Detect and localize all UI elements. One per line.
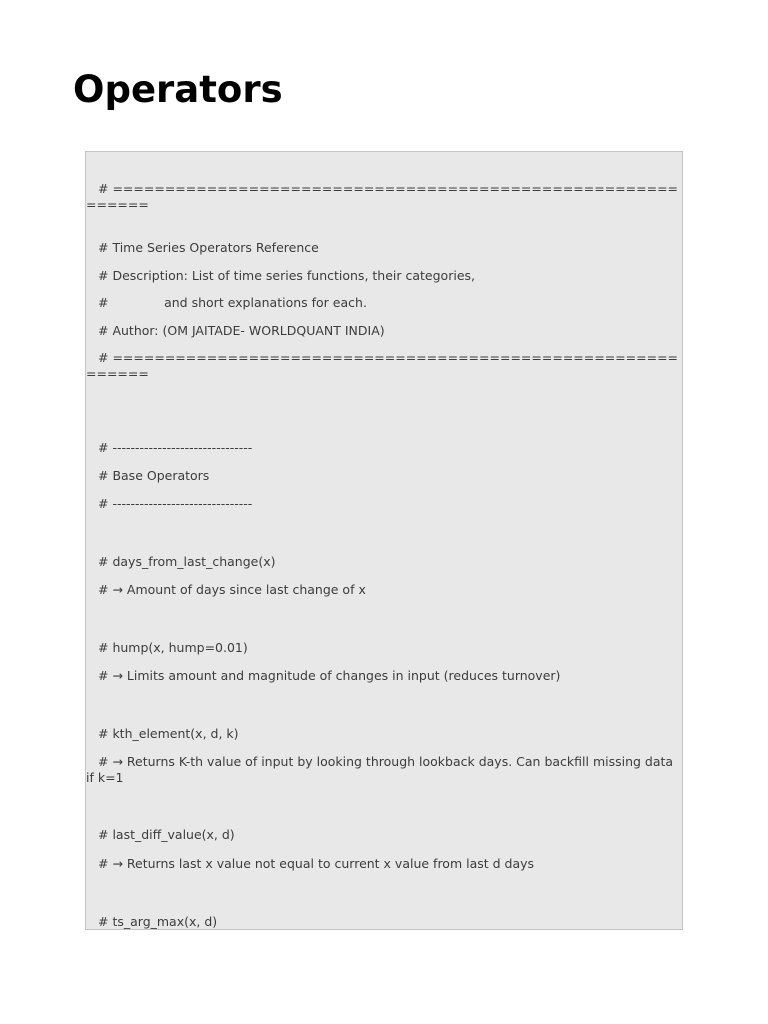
code-line-description-cont: # and short explanations for each.	[98, 295, 367, 310]
code-line-author: # Author: (OM JAITADE- WORLDQUANT INDIA)	[98, 323, 385, 338]
code-line-section-title: # Base Operators	[98, 468, 210, 483]
code-line-separator-top: # ============================================================	[86, 181, 679, 212]
code-line-description: # Description: List of time series functions, their categories,	[98, 268, 475, 283]
page-title: Operators	[73, 68, 283, 111]
code-line-heading: # Time Series Operators Reference	[98, 240, 319, 255]
code-line-explanation: # → Limits amount and magnitude of changes in input (reduces turnover)	[98, 668, 561, 683]
code-line-separator-bottom: # ============================================================	[86, 350, 679, 381]
code-line-explanation: # → Returns last x value not equal to current x value from last d days	[98, 856, 535, 871]
code-line-function: # ts_arg_max(x, d)	[98, 914, 218, 929]
code-line-function: # kth_element(x, d, k)	[98, 726, 239, 741]
code-line-explanation: # → Amount of days since last change of x	[98, 582, 366, 597]
code-line-section-rule-top: # -------------------------------	[98, 440, 253, 455]
code-line-function: # days_from_last_change(x)	[98, 554, 276, 569]
code-line-function: # hump(x, hump=0.01)	[98, 640, 248, 655]
code-line-explanation: # → Returns K-th value of input by looking through lookback days. Can backfill missing data if k=1	[86, 754, 678, 785]
code-block	[85, 151, 683, 930]
code-line-function: # last_diff_value(x, d)	[98, 827, 235, 842]
code-line-section-rule-bottom: # -------------------------------	[98, 496, 253, 511]
